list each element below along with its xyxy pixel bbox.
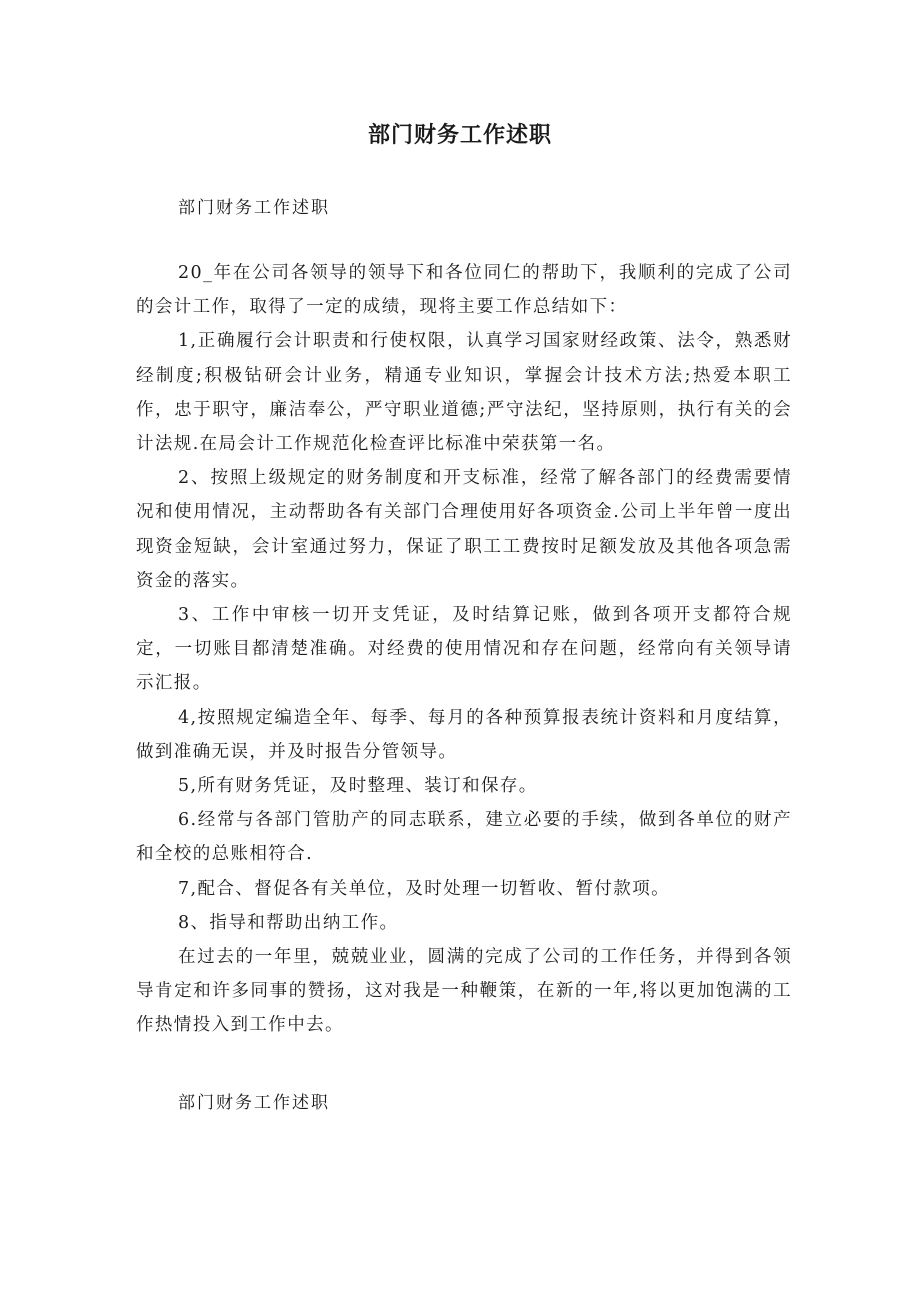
paragraph-item-8: 8、指导和帮助出纳工作。 [178, 912, 399, 933]
document-body [136, 256, 792, 1043]
paragraph-item-1: 1,正确履行会计职责和行使权限，认真学习国家财经政策、法令，熟悉财经制度;积极钻研会计业务，精通专业知识，掌握会计技术方法;热爱本职工作，忠于职守，廉洁奉公，严守职业道德;严守法纪，坚持原则，执行有关的会计法规.在局会计工作规范化检查评比标准中荣获第一名。 [136, 331, 792, 455]
paragraph-item-6: 6.经常与各部门管肋产的同志联系，建立必要的手续，做到各单位的财产和全校的总账相符合. [136, 810, 792, 865]
paragraph-item-7: 7,配合、督促各有关单位，及时处理一切暂收、暂付款项。 [178, 878, 670, 899]
subheading-top: 部门财务工作述职 [178, 198, 330, 218]
document-title: 部门财务工作述职 [367, 123, 552, 148]
paragraph-conclusion: 在过去的一年里，兢兢业业，圆满的完成了公司的工作任务，并得到各领导肯定和许多同事的赞扬，这对我是一种鞭策，在新的一年,将以更加饱满的工作热情投入到工作中去。 [136, 947, 792, 1036]
paragraph-item-2: 2、按照上级规定的财务制度和开支标准，经常了解各部门的经费需要情况和使用情况，主动帮助各有关部门合理使用好各项资金.公司上半年曾一度出现资金短缺，会计室通过努力，保证了职工工费按时足额发放及其他各项急需资金的落实。 [136, 468, 792, 591]
paragraph-item-4: 4,按照规定编造全年、每季、每月的各种预算报表统计资料和月度结算，做到准确无误，并及时报告分管领导。 [136, 707, 792, 762]
subheading-bottom: 部门财务工作述职 [178, 1093, 330, 1113]
paragraph-item-3: 3、工作中审核一切开支凭证，及时结算记账，做到各项开支都符合规定，一切账目都清楚准确。对经费的使用情况和存在问题，经常向有关领导请示汇报。 [136, 605, 792, 694]
paragraph-intro: 20_年在公司各领导的领导下和各位同仁的帮助下，我顺利的完成了公司的会计工作，取得了一定的成绩，现将主要工作总结如下： [136, 263, 792, 318]
paragraph-item-5: 5,所有财务凭证，及时整理、装订和保存。 [178, 776, 538, 797]
